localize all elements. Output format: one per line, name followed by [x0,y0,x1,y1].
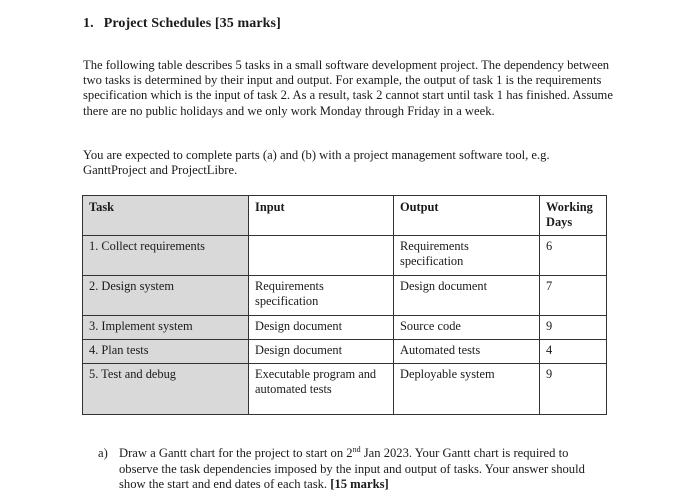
cell-days: 4 [540,340,607,364]
question-part-a [98,446,608,493]
cell-task: 5. Test and debug [83,364,249,415]
cell-days: 6 [540,236,607,276]
task-table [82,195,607,415]
cell-output: Requirements specification [394,236,540,276]
cell-days: 7 [540,276,607,316]
cell-output: Source code [394,316,540,340]
header-working-days: Working Days [540,196,607,236]
part-a-text [119,446,608,493]
table-row [83,276,607,316]
table-row [83,340,607,364]
cell-input [249,236,394,276]
part-a-text-before: Draw a Gantt chart for the project to start on 2 [119,446,353,460]
section-title: Project Schedules [35 marks] [103,16,281,31]
section-number: 1. [83,16,94,31]
header-task: Task [83,196,249,236]
table-row [83,316,607,340]
cell-task: 1. Collect requirements [83,236,249,276]
cell-input: Requirements specification [249,276,394,316]
cell-days: 9 [540,364,607,415]
part-a-label: a) [98,446,108,460]
cell-input: Design document [249,316,394,340]
cell-output: Design document [394,276,540,316]
cell-input: Design document [249,340,394,364]
cell-output: Automated tests [394,340,540,364]
table-row [83,364,607,415]
part-a-ordinal-suffix: nd [352,444,361,454]
header-output: Output [394,196,540,236]
cell-task: 3. Implement system [83,316,249,340]
table-row [83,236,607,276]
part-a-marks: [15 marks] [330,477,389,491]
cell-output: Deployable system [394,364,540,415]
instructions-paragraph: You are expected to complete parts (a) and (b) with a project management software tool, e.g. GanttProject and ProjectLibre. [83,148,550,178]
part-a-text-after: Jan 2023. Your Gantt chart is required to observe the task dependencies imposed by the input and output of tasks. Your answer should show the start and end dates of each task. [119,446,585,491]
cell-days: 9 [540,316,607,340]
header-input: Input [249,196,394,236]
cell-task: 4. Plan tests [83,340,249,364]
intro-paragraph: The following table describes 5 tasks in a small software development project. The dependency between two tasks is determined by their input and output. For example, the output of task 1 is the requirements specification which is the input of task 2. As a result, task 2 cannot start until task 1 has finished. Assume there are no public holidays and we only work Monday through Friday in a week. [83,58,613,118]
cell-task: 2. Design system [83,276,249,316]
section-heading [83,16,281,32]
table-header-row [83,196,607,236]
cell-input: Executable program and automated tests [249,364,394,415]
